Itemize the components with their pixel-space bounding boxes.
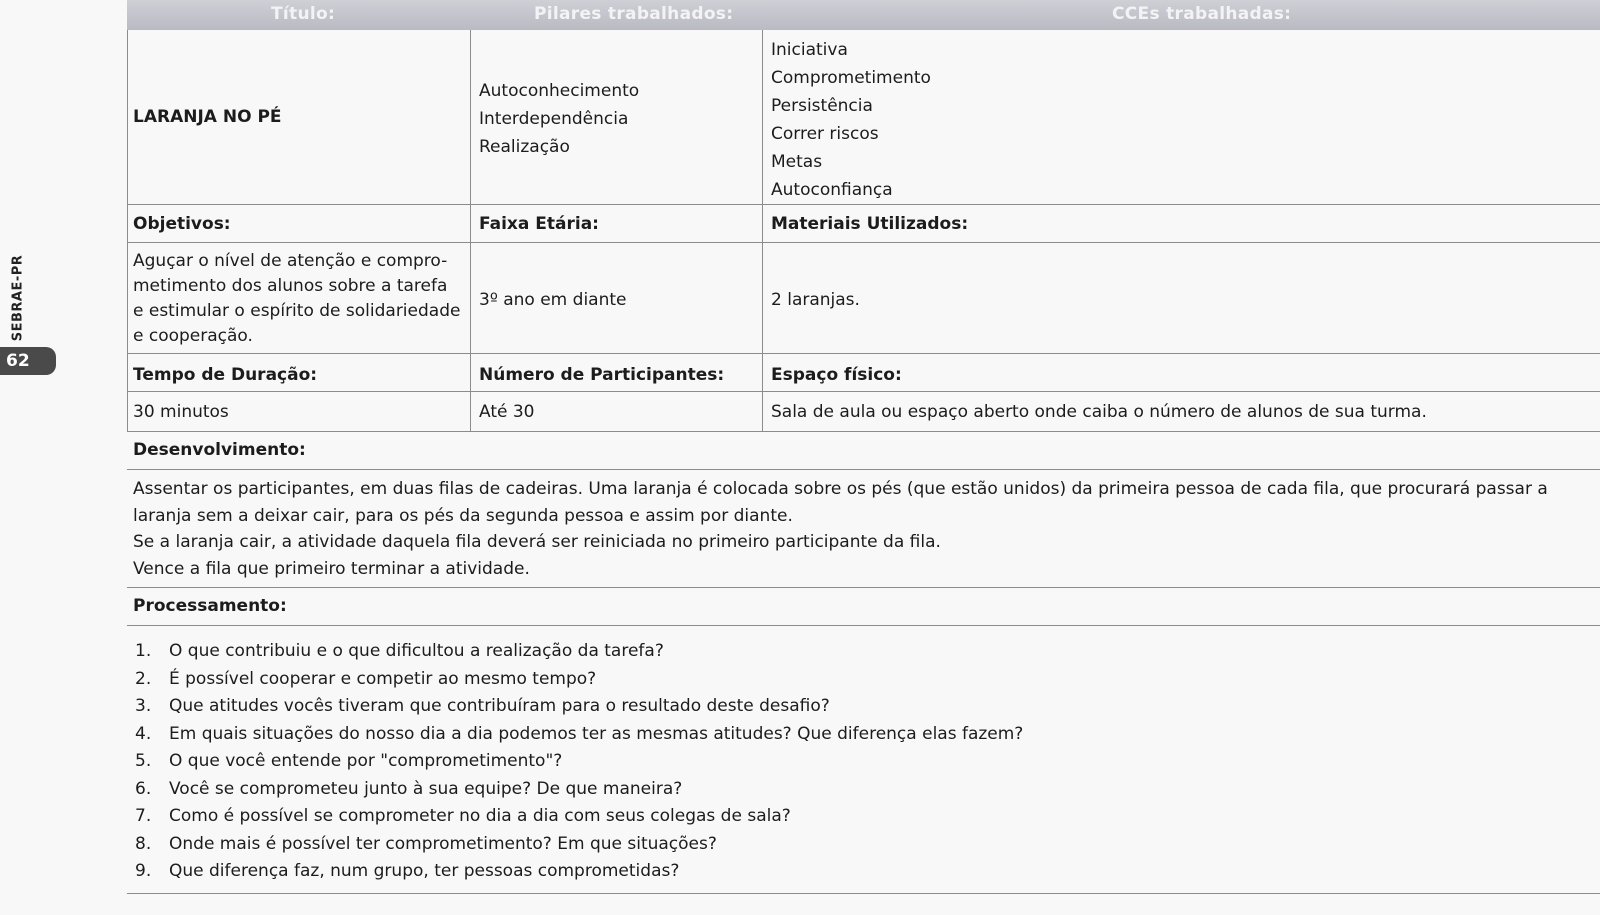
materiais-value: 2 laranjas. xyxy=(771,290,860,310)
question-item: 6. Você se comprometeu junto à sua equipe? De que maneira? xyxy=(135,778,683,799)
section-name: SEBRAE-PR xyxy=(10,254,26,342)
espaco-fisico-label: Espaço físico: xyxy=(771,365,902,385)
column-divider-1 xyxy=(470,30,471,431)
espaco-fisico-value: Sala de aula ou espaço aberto onde caiba o número de alunos de sua turma. xyxy=(771,402,1427,422)
row-divider xyxy=(127,204,1600,205)
row-divider xyxy=(127,391,1600,392)
row-divider xyxy=(127,469,1600,470)
question-item: 9. Que diferença faz, num grupo, ter pessoas comprometidas? xyxy=(135,861,680,881)
competency-item: Correr riscos xyxy=(771,124,879,144)
competency-item: Comprometimento xyxy=(771,68,931,88)
question-item: 3. Que atitudes vocês tiveram que contribuíram para o resultado deste desafio? xyxy=(135,696,830,716)
row-divider xyxy=(127,587,1600,588)
header-title-label: Título: xyxy=(271,4,336,24)
competencies-list xyxy=(771,36,931,204)
activity-sheet xyxy=(127,0,1600,915)
header-pillars-label: Pilares trabalhados: xyxy=(534,4,734,24)
row-divider xyxy=(127,242,1600,243)
tempo-duracao-label: Tempo de Duração: xyxy=(133,365,318,385)
activity-title: LARANJA NO PÉ xyxy=(133,107,282,127)
pillars-list xyxy=(479,77,639,161)
objetivos-line: e estimular o espírito de solidariedade xyxy=(133,301,461,321)
competency-item: Iniciativa xyxy=(771,40,848,60)
row-divider xyxy=(127,893,1600,894)
table-border-left xyxy=(127,30,128,431)
row-divider xyxy=(127,353,1600,354)
desenvolvimento-line: laranja sem a deixar cair, para os pés da segunda pessoa e assim por diante. xyxy=(133,505,793,526)
header-competencies-label: CCEs trabalhadas: xyxy=(1112,4,1292,24)
desenvolvimento-line: Se a laranja cair, a atividade daquela fila deverá ser reiniciada no primeiro participante da fila. xyxy=(133,532,941,552)
pillar-item: Autoconhecimento xyxy=(479,81,640,101)
numero-participantes-value: Até 30 xyxy=(479,402,535,422)
question-item: 7. Como é possível se comprometer no dia a dia com seus colegas de sala? xyxy=(135,806,791,826)
row-divider xyxy=(127,431,1600,432)
tempo-duracao-value: 30 minutos xyxy=(133,402,229,422)
row-divider xyxy=(127,625,1600,626)
competency-item: Persistência xyxy=(771,96,873,116)
faixa-etaria-label: Faixa Etária: xyxy=(479,214,599,234)
materiais-label: Materiais Utilizados: xyxy=(771,214,969,234)
faixa-etaria-value: 3º ano em diante xyxy=(479,290,627,310)
table-header xyxy=(127,0,1600,30)
desenvolvimento-line: Assentar os participantes, em duas filas de cadeiras. Uma laranja é colocada sobre os pés (que estão unidos) da primeira pessoa de cada fila, que procurará passar a xyxy=(133,479,1548,499)
competency-item: Autoconfiança xyxy=(771,180,893,200)
question-item: 8. Onde mais é possível ter comprometimento? Em que situações? xyxy=(135,833,717,854)
objetivos-line: e cooperação. xyxy=(133,326,253,346)
desenvolvimento-label: Desenvolvimento: xyxy=(133,440,306,460)
objetivos-text xyxy=(133,249,467,349)
question-item: 1. O que contribuiu e o que dificultou a realização da tarefa? xyxy=(135,641,664,661)
objetivos-line: Aguçar o nível de atenção e compro- xyxy=(133,251,448,271)
question-item: 2. É possível cooperar e competir ao mesmo tempo? xyxy=(135,668,597,689)
pillar-item: Interdependência xyxy=(479,109,629,129)
desenvolvimento-line: Vence a fila que primeiro terminar a atividade. xyxy=(133,558,530,579)
question-item: 4. Em quais situações do nosso dia a dia podemos ter as mesmas atitudes? Que diferença elas fazem? xyxy=(135,723,1024,744)
side-section-label xyxy=(0,250,36,345)
processamento-list xyxy=(135,638,1023,886)
processamento-label: Processamento: xyxy=(133,596,287,616)
pillar-item: Realização xyxy=(479,137,570,157)
numero-participantes-label: Número de Participantes: xyxy=(479,365,725,385)
page-number-tab: 62 xyxy=(0,347,56,375)
competency-item: Metas xyxy=(771,152,823,172)
objetivos-label: Objetivos: xyxy=(133,214,231,234)
desenvolvimento-text xyxy=(133,476,1600,582)
question-item: 5. O que você entende por "comprometimento"? xyxy=(135,751,563,771)
column-divider-2 xyxy=(762,30,763,431)
objetivos-line: metimento dos alunos sobre a tarefa xyxy=(133,276,448,296)
